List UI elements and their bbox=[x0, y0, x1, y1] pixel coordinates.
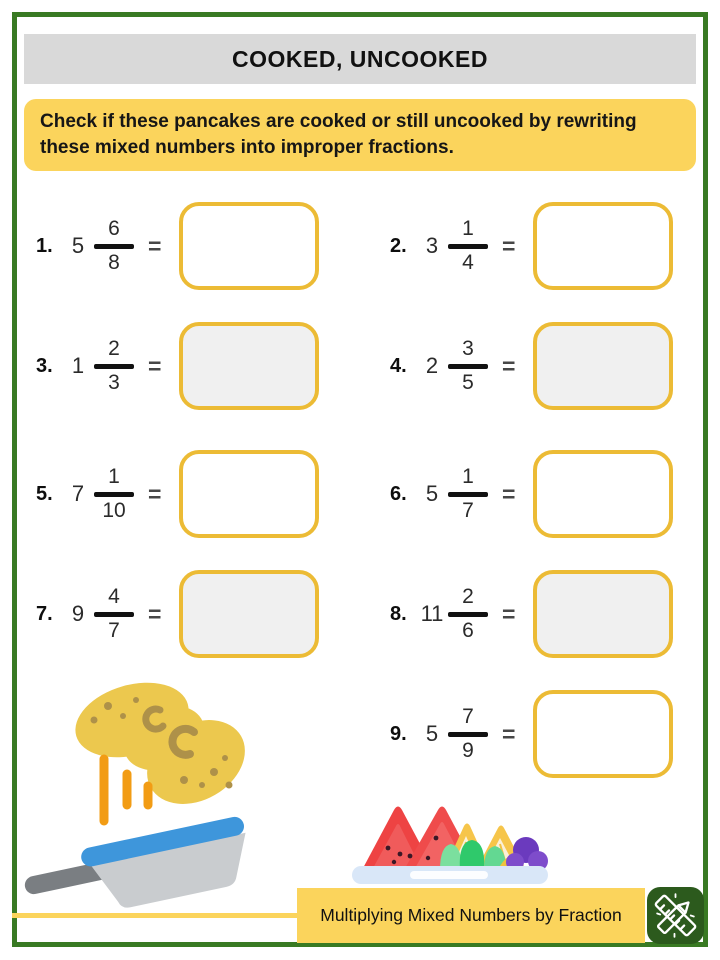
numerator: 1 bbox=[462, 217, 474, 241]
numerator: 2 bbox=[108, 337, 120, 361]
problem-5 bbox=[36, 450, 319, 538]
denominator: 7 bbox=[462, 498, 474, 522]
pencil-ruler-icon bbox=[647, 887, 704, 944]
numerator: 3 bbox=[462, 337, 474, 361]
fraction-bar bbox=[94, 244, 134, 249]
instruction-text: Check if these pancakes are cooked or still uncooked by rewriting these mixed numbers into improper fractions. bbox=[40, 111, 637, 159]
problem-number: 8. bbox=[390, 602, 407, 625]
fraction bbox=[446, 706, 490, 761]
denominator: 3 bbox=[108, 370, 120, 394]
problem-number: 4. bbox=[390, 354, 407, 377]
numerator: 6 bbox=[108, 217, 120, 241]
pancake-frying-pan-illustration bbox=[24, 672, 264, 912]
equals-sign: = bbox=[148, 600, 162, 627]
equals-sign: = bbox=[502, 600, 516, 627]
answer-box-7[interactable] bbox=[179, 570, 319, 658]
problem-number: 7. bbox=[36, 602, 53, 625]
fraction-bar bbox=[448, 612, 488, 617]
page-title: COOKED, UNCOOKED bbox=[232, 45, 488, 72]
whole-number: 9 bbox=[71, 601, 85, 626]
fruit-plate-icon bbox=[348, 794, 552, 894]
denominator: 8 bbox=[108, 250, 120, 274]
answer-box-9[interactable] bbox=[533, 690, 673, 778]
header-bar bbox=[24, 34, 696, 84]
denominator: 6 bbox=[462, 618, 474, 642]
whole-number: 11 bbox=[420, 601, 444, 626]
equals-sign: = bbox=[502, 232, 516, 259]
answer-box-4[interactable] bbox=[533, 322, 673, 410]
equals-sign: = bbox=[502, 480, 516, 507]
denominator: 4 bbox=[462, 250, 474, 274]
problem-number: 9. bbox=[390, 722, 407, 745]
problem-6 bbox=[390, 450, 673, 538]
answer-box-3[interactable] bbox=[179, 322, 319, 410]
footer-accent-line bbox=[12, 913, 297, 918]
fraction-bar bbox=[448, 492, 488, 497]
fraction bbox=[92, 586, 136, 641]
whole-number: 3 bbox=[425, 233, 439, 258]
footer-label-box bbox=[297, 888, 645, 943]
whole-number: 5 bbox=[425, 481, 439, 506]
denominator: 10 bbox=[102, 498, 126, 522]
whole-number: 7 bbox=[71, 481, 85, 506]
whole-number: 2 bbox=[425, 353, 439, 378]
answer-box-8[interactable] bbox=[533, 570, 673, 658]
numerator: 7 bbox=[462, 705, 474, 729]
fraction-bar bbox=[448, 732, 488, 737]
answer-box-2[interactable] bbox=[533, 202, 673, 290]
equals-sign: = bbox=[148, 352, 162, 379]
equals-sign: = bbox=[148, 232, 162, 259]
problem-3 bbox=[36, 322, 319, 410]
problem-7 bbox=[36, 570, 319, 658]
problem-8 bbox=[390, 570, 673, 658]
equals-sign: = bbox=[148, 480, 162, 507]
fraction bbox=[446, 218, 490, 273]
denominator: 5 bbox=[462, 370, 474, 394]
problem-number: 1. bbox=[36, 234, 53, 257]
fraction bbox=[92, 218, 136, 273]
instruction-box bbox=[24, 99, 696, 171]
whole-number: 5 bbox=[425, 721, 439, 746]
problem-9 bbox=[390, 690, 673, 778]
fraction-bar bbox=[94, 612, 134, 617]
problem-number: 5. bbox=[36, 482, 53, 505]
numerator: 1 bbox=[108, 465, 120, 489]
fraction bbox=[446, 586, 490, 641]
fraction bbox=[92, 338, 136, 393]
fraction-bar bbox=[94, 492, 134, 497]
fruit-plate-illustration bbox=[348, 794, 552, 894]
pancake-pan-icon bbox=[24, 672, 264, 912]
fraction bbox=[446, 338, 490, 393]
denominator: 7 bbox=[108, 618, 120, 642]
whole-number: 5 bbox=[71, 233, 85, 258]
problem-number: 2. bbox=[390, 234, 407, 257]
answer-box-1[interactable] bbox=[179, 202, 319, 290]
numerator: 1 bbox=[462, 465, 474, 489]
answer-box-6[interactable] bbox=[533, 450, 673, 538]
problem-number: 3. bbox=[36, 354, 53, 377]
problem-1 bbox=[36, 202, 319, 290]
fraction-bar bbox=[94, 364, 134, 369]
fraction bbox=[92, 466, 136, 521]
denominator: 9 bbox=[462, 738, 474, 762]
problem-number: 6. bbox=[390, 482, 407, 505]
whole-number: 1 bbox=[71, 353, 85, 378]
problem-4 bbox=[390, 322, 673, 410]
answer-box-5[interactable] bbox=[179, 450, 319, 538]
fraction-bar bbox=[448, 364, 488, 369]
equals-sign: = bbox=[502, 352, 516, 379]
fraction bbox=[446, 466, 490, 521]
problem-2 bbox=[390, 202, 673, 290]
footer-label: Multiplying Mixed Numbers by Fraction bbox=[320, 905, 622, 925]
fraction-bar bbox=[448, 244, 488, 249]
numerator: 4 bbox=[108, 585, 120, 609]
numerator: 2 bbox=[462, 585, 474, 609]
equals-sign: = bbox=[502, 720, 516, 747]
